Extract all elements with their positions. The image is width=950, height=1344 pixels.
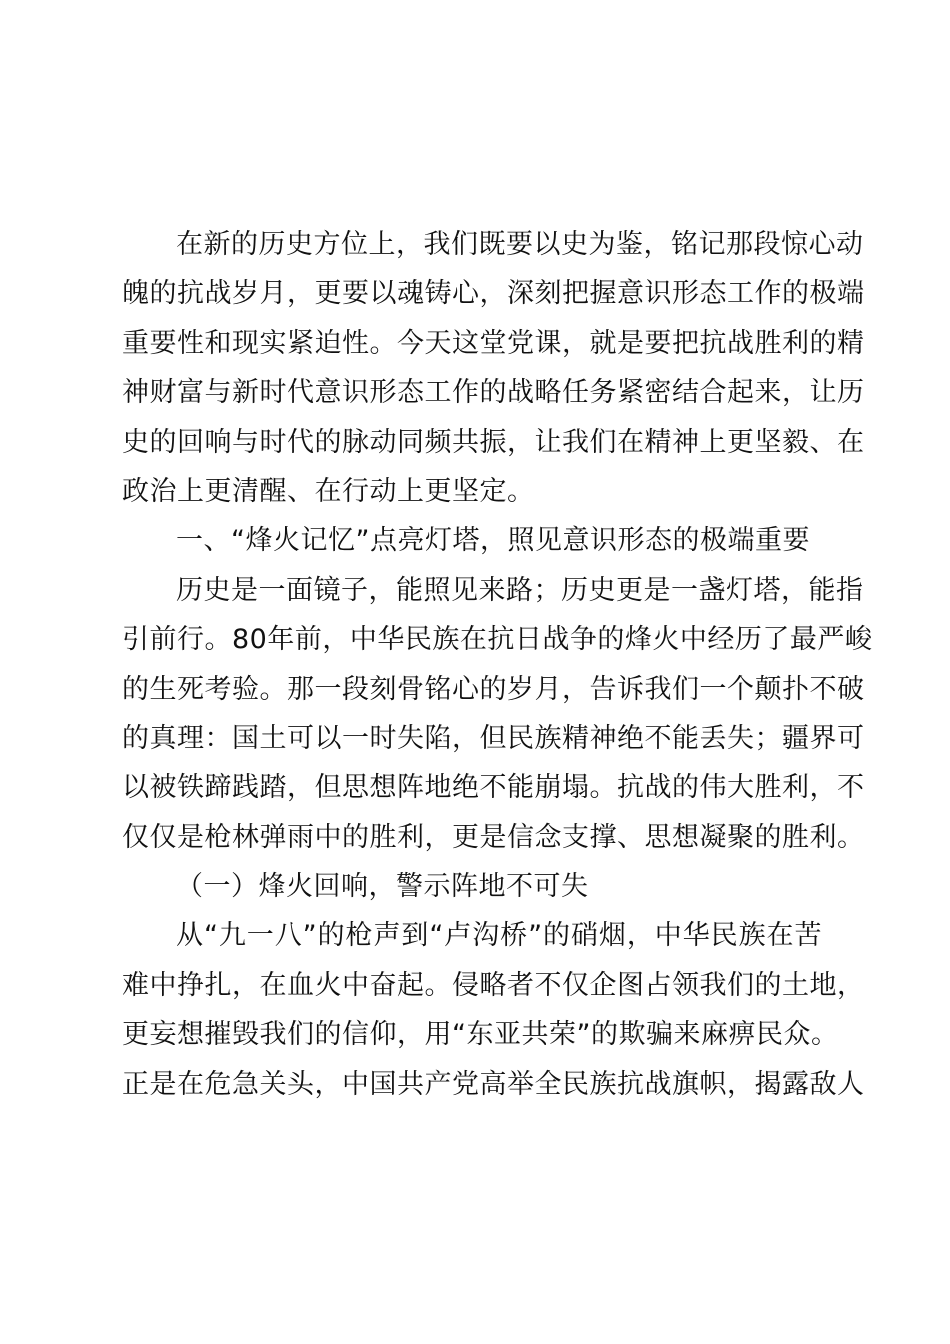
paragraph-line: 历史是一面镜子，能照见来路；历史更是一盏灯塔，能指 — [176, 574, 864, 606]
paragraph-line: 仅仅是枪林弹雨中的胜利，更是信念支撑、思想凝聚的胜利。 — [122, 821, 865, 853]
section-heading — [122, 516, 822, 565]
paragraph-line: 神财富与新时代意识形态工作的战略任务紧密结合起来，让历 — [122, 377, 865, 409]
section-heading-text: 一、“烽火记忆”点亮灯塔，照见意识形态的极端重要 — [176, 525, 810, 557]
subsection-heading-text: （一）烽火回响，警示阵地不可失 — [176, 871, 589, 903]
paragraph-line: 的生死考验。那一段刻骨铭心的岁月，告诉我们一个颠扑不破 — [122, 673, 865, 705]
paragraph-line: 以被铁蹄践踏，但思想阵地绝不能崩塌。抗战的伟大胜利，不 — [122, 772, 865, 804]
paragraph-line: 重要性和现实紧迫性。今天这堂党课，就是要把抗战胜利的精 — [122, 327, 865, 359]
paragraph-line: 的真理：国土可以一时失陷，但民族精神绝不能丢失；疆界可 — [122, 722, 865, 754]
paragraph-line: 引前行。80年前，中华民族在抗日战争的烽火中经历了最严峻 — [122, 624, 873, 656]
paragraph-intro — [122, 220, 865, 516]
paragraph-line: 从“九一八”的枪声到“卢沟桥”的硝烟，中华民族在苦 — [176, 920, 822, 952]
paragraph-line: 难中挣扎，在血火中奋起。侵略者不仅企图占领我们的土地， — [122, 969, 865, 1001]
paragraph-subsection-1 — [122, 911, 865, 1109]
paragraph-line: 正是在危急关头，中国共产党高举全民族抗战旗帜，揭露敌人 — [122, 1068, 865, 1100]
document-body — [122, 220, 873, 1109]
subsection-heading — [122, 862, 822, 911]
paragraph-line: 魄的抗战岁月，更要以魂铸心，深刻把握意识形态工作的极端 — [122, 278, 865, 310]
paragraph-line: 更妄想摧毁我们的信仰，用“东亚共荣”的欺骗来麻痹民众。 — [122, 1019, 839, 1051]
paragraph-line: 政治上更清醒、在行动上更坚定。 — [122, 475, 535, 507]
paragraph-line: 史的回响与时代的脉动同频共振，让我们在精神上更坚毅、在 — [122, 426, 865, 458]
paragraph-section-1 — [122, 566, 873, 862]
paragraph-line: 在新的历史方位上，我们既要以史为鉴，铭记那段惊心动 — [176, 229, 864, 260]
